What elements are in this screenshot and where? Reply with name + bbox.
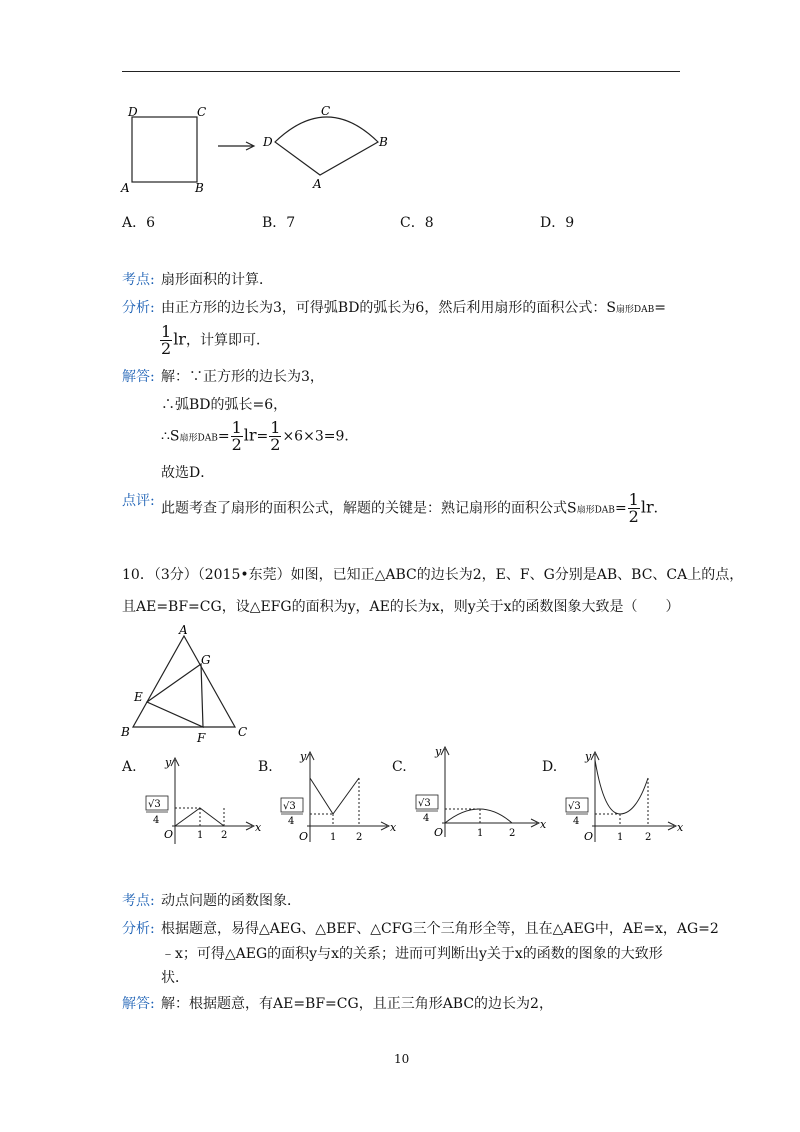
graph-d-x: x bbox=[677, 821, 684, 834]
graph-option-c bbox=[412, 745, 552, 845]
q10-triangle-figure bbox=[115, 622, 265, 742]
q10-option-d-label: D. bbox=[542, 759, 558, 775]
q9-choice-d: D．9 bbox=[540, 215, 575, 231]
graph-a-sqrt3: √3 bbox=[148, 799, 161, 810]
q10-fenxi-line2: ﹣x；可得△AEG的面积y与x的关系；进而可判断出y关于x的函数的图象的大致形 bbox=[161, 946, 663, 962]
graph-d-y: y bbox=[585, 750, 592, 763]
fraction-half: $\frac{1}{2}$ bbox=[161, 322, 172, 358]
sector-label-b: B bbox=[379, 135, 388, 149]
graph-a-four: 4 bbox=[153, 815, 160, 826]
graph-option-b bbox=[277, 750, 397, 850]
q9-choice-b: B．7 bbox=[262, 215, 296, 231]
curve-c bbox=[445, 809, 512, 823]
q10-kaodian-text: 动点问题的函数图象． bbox=[161, 893, 301, 909]
graph-c-1: 1 bbox=[477, 828, 484, 839]
graph-d-2: 2 bbox=[645, 832, 652, 843]
graph-c-sqrt3: √3 bbox=[418, 798, 431, 809]
graph-d-four: 4 bbox=[573, 816, 580, 827]
square-label-d: D bbox=[128, 105, 138, 119]
q9-figure bbox=[115, 100, 405, 200]
q10-fenxi-line3: 状． bbox=[161, 970, 189, 986]
graph-b-2: 2 bbox=[356, 832, 363, 843]
q9-fenxi-line2: $\frac{1}{2}$ lr，计算即可． bbox=[161, 322, 270, 358]
graph-c-four: 4 bbox=[423, 813, 430, 824]
q9-jieda-line4: 故选D． bbox=[161, 465, 215, 481]
q9-choice-a: A．6 bbox=[122, 215, 156, 231]
graph-a-x: x bbox=[255, 821, 262, 834]
graph-c-2: 2 bbox=[509, 828, 516, 839]
q9-jieda-line3: ∴S扇形DAB= $\frac{1}{2}$ lr= $\frac{1}{2}$ ×6×3=9． bbox=[161, 418, 359, 454]
q9-jieda-line1: 解：∵正方形的边长为3， bbox=[161, 369, 324, 385]
q9-choice-c: C．8 bbox=[400, 215, 434, 231]
q9-kaodian-text: 扇形面积的计算． bbox=[161, 272, 273, 288]
graph-d-o: O bbox=[584, 830, 594, 843]
q10-option-b-label: B. bbox=[258, 759, 273, 775]
q10-fenxi-label: 分析: bbox=[122, 921, 155, 937]
q10-kaodian-label: 考点: bbox=[122, 893, 155, 909]
q9-dianping-text: 此题考查了扇形的面积公式，解题的关键是：熟记扇形的面积公式S扇形DAB= $\frac{1}{2}$ lr． bbox=[161, 490, 668, 526]
tri-label-b: B bbox=[121, 725, 130, 739]
graph-c-o: O bbox=[434, 826, 444, 839]
graph-c-x: x bbox=[540, 818, 547, 831]
graph-a-y: y bbox=[165, 756, 172, 769]
arrow-right-icon bbox=[218, 142, 254, 150]
graph-b-1: 1 bbox=[330, 832, 337, 843]
sector-shape bbox=[275, 117, 378, 175]
tri-label-e: E bbox=[134, 690, 143, 704]
graph-a-1: 1 bbox=[197, 830, 204, 841]
graph-b-sqrt3: √3 bbox=[283, 801, 296, 812]
sector-label-d: D bbox=[263, 135, 273, 149]
q10-option-a-label: A. bbox=[122, 759, 137, 775]
fraction-half: $\frac{1}{2}$ bbox=[628, 490, 639, 526]
tri-label-a: A bbox=[179, 623, 188, 637]
triangle-efg bbox=[147, 664, 203, 727]
q9-jieda-line2: ∴弧BD的弧长=6， bbox=[161, 397, 288, 413]
tri-label-g: G bbox=[201, 653, 211, 667]
graph-b-y: y bbox=[300, 750, 307, 763]
graph-option-d bbox=[562, 750, 687, 850]
header-rule bbox=[122, 71, 680, 72]
square-label-a: A bbox=[121, 181, 130, 195]
square-shape bbox=[132, 117, 197, 182]
q10-stem-line1: 10．（3分）（2015•东莞）如图，已知正△ABC的边长为2，E、F、G分别是AB、BC、CA上的点， bbox=[122, 567, 744, 583]
tri-label-f: F bbox=[197, 731, 206, 742]
curve-b bbox=[310, 778, 359, 814]
square-label-b: B bbox=[195, 181, 204, 195]
q9-fenxi-label: 分析: bbox=[122, 300, 155, 316]
q9-kaodian-label: 考点: bbox=[122, 272, 155, 288]
q10-option-c-label: C. bbox=[392, 759, 407, 775]
graph-a-o: O bbox=[164, 828, 174, 841]
q9-dianping-label: 点评: bbox=[122, 493, 155, 509]
graph-b-four: 4 bbox=[288, 816, 295, 827]
curve-d bbox=[595, 760, 648, 814]
q10-stem-line2: 且AE=BF=CG，设△EFG的面积为y，AE的长为x，则y关于x的函数图象大致是（ ） bbox=[122, 599, 680, 615]
q10-jieda-label: 解答: bbox=[122, 996, 155, 1012]
graph-d-sqrt3: √3 bbox=[568, 801, 581, 812]
q10-fenxi-line1: 根据题意，易得△AEG、△BEF、△CFG三个三角形全等，且在△AEG中，AE=x，AG=2 bbox=[161, 921, 719, 937]
sector-label-c: C bbox=[321, 104, 331, 118]
triangle-abc bbox=[133, 636, 235, 727]
graph-option-a bbox=[142, 756, 262, 851]
graph-d-1: 1 bbox=[617, 832, 624, 843]
tri-label-c: C bbox=[238, 725, 248, 739]
fraction-half: $\frac{1}{2}$ bbox=[270, 418, 281, 454]
graph-b-o: O bbox=[299, 830, 309, 843]
q10-jieda-line1: 解：根据题意，有AE=BF=CG，且正三角形ABC的边长为2， bbox=[161, 996, 553, 1012]
graph-c-y: y bbox=[435, 745, 442, 758]
graph-b-x: x bbox=[390, 821, 397, 834]
fraction-half: $\frac{1}{2}$ bbox=[231, 418, 242, 454]
square-label-c: C bbox=[197, 105, 207, 119]
q9-jieda-label: 解答: bbox=[122, 369, 155, 385]
sector-label-a: A bbox=[313, 177, 322, 191]
graph-a-2: 2 bbox=[221, 830, 228, 841]
q9-fenxi-line1: 由正方形的边长为3，可得弧BD的弧长为6，然后利用扇形的面积公式：S扇形DAB= bbox=[161, 300, 666, 316]
page-number: 10 bbox=[394, 1052, 410, 1066]
